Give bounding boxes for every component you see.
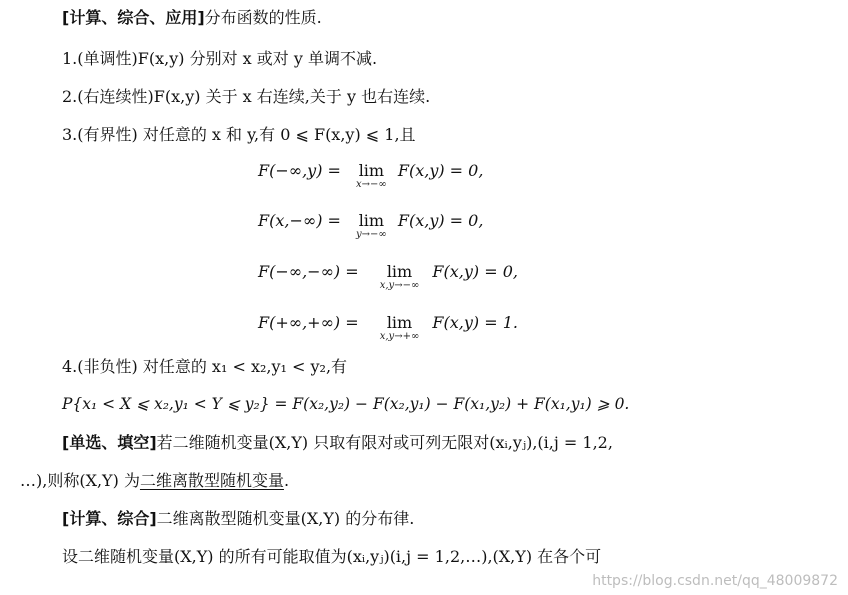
definition-continuation: …),则称(X,Y) 为二维离散型随机变量. — [20, 471, 290, 490]
definition-text: 若二维随机变量(X,Y) 只取有限对或可列无限对(xᵢ,yⱼ),(i,j = 1,2, — [156, 433, 613, 452]
limit-subscript: y→−∞ — [356, 229, 387, 240]
equation-limit-4 — [258, 315, 518, 342]
eq-right: F(x,y) = 1. — [432, 313, 518, 332]
eq-left: F(−∞,−∞) = — [258, 262, 359, 281]
equation-limit-1 — [258, 163, 483, 190]
eq-right: F(x,y) = 0, — [432, 262, 518, 281]
eq-right: F(x,y) = 0, — [397, 211, 484, 230]
property-monotonic: 1.(单调性)F(x,y) 分别对 x 或对 y 单调不减. — [62, 49, 378, 68]
limit-subscript: x→−∞ — [356, 179, 387, 190]
eq-left: F(−∞,y) = — [258, 161, 341, 180]
property-nonnegative: 4.(非负性) 对任意的 x₁ < x₂,y₁ < y₂,有 — [62, 357, 348, 376]
equation-limit-2 — [258, 213, 483, 240]
limit-operator: lim x,y→+∞ — [379, 313, 420, 342]
eq-left: F(x,−∞) = — [258, 211, 341, 230]
property-bounded: 3.(有界性) 对任意的 x 和 y,有 0 ⩽ F(x,y) ⩽ 1,且 — [62, 125, 416, 144]
definition-discrete-rv — [62, 435, 613, 451]
term-discrete-rv: 二维离散型随机变量 — [139, 471, 284, 490]
limit-subscript: x,y→+∞ — [379, 331, 420, 342]
probability-inequality: P{x₁ < X ⩽ x₂,y₁ < Y ⩽ y₂} = F(x₂,y₂) − F(x₂,y₁) − F(x₁,y₂) + F(x₁,y₁) ⩾ 0. — [62, 395, 630, 413]
equation-limit-3 — [258, 264, 518, 291]
category-tag: [单选、填空] — [62, 433, 157, 452]
watermark-url: https://blog.csdn.net/qq_48009872 — [592, 573, 838, 589]
property-right-continuous: 2.(右连续性)F(x,y) 关于 x 右连续,关于 y 也右连续. — [62, 87, 431, 106]
limit-operator: lim x,y→−∞ — [379, 262, 420, 291]
section-heading-distribution-law — [62, 511, 414, 527]
limit-subscript: x,y→−∞ — [379, 280, 420, 291]
eq-left: F(+∞,+∞) = — [258, 313, 359, 332]
paragraph-distribution-law: 设二维随机变量(X,Y) 的所有可能取值为(xᵢ,yⱼ)(i,j = 1,2,…),(X,Y) 在各个可 — [62, 547, 602, 566]
limit-operator: lim y→−∞ — [356, 211, 387, 240]
heading-text: 二维离散型随机变量(X,Y) 的分布律. — [156, 509, 415, 528]
eq-right: F(x,y) = 0, — [397, 161, 484, 180]
limit-operator: lim x→−∞ — [356, 161, 387, 190]
category-tag: [计算、综合、应用] — [62, 8, 205, 27]
section-heading-properties — [62, 10, 322, 26]
heading-text: 分布函数的性质. — [204, 8, 322, 27]
category-tag: [计算、综合] — [62, 509, 157, 528]
